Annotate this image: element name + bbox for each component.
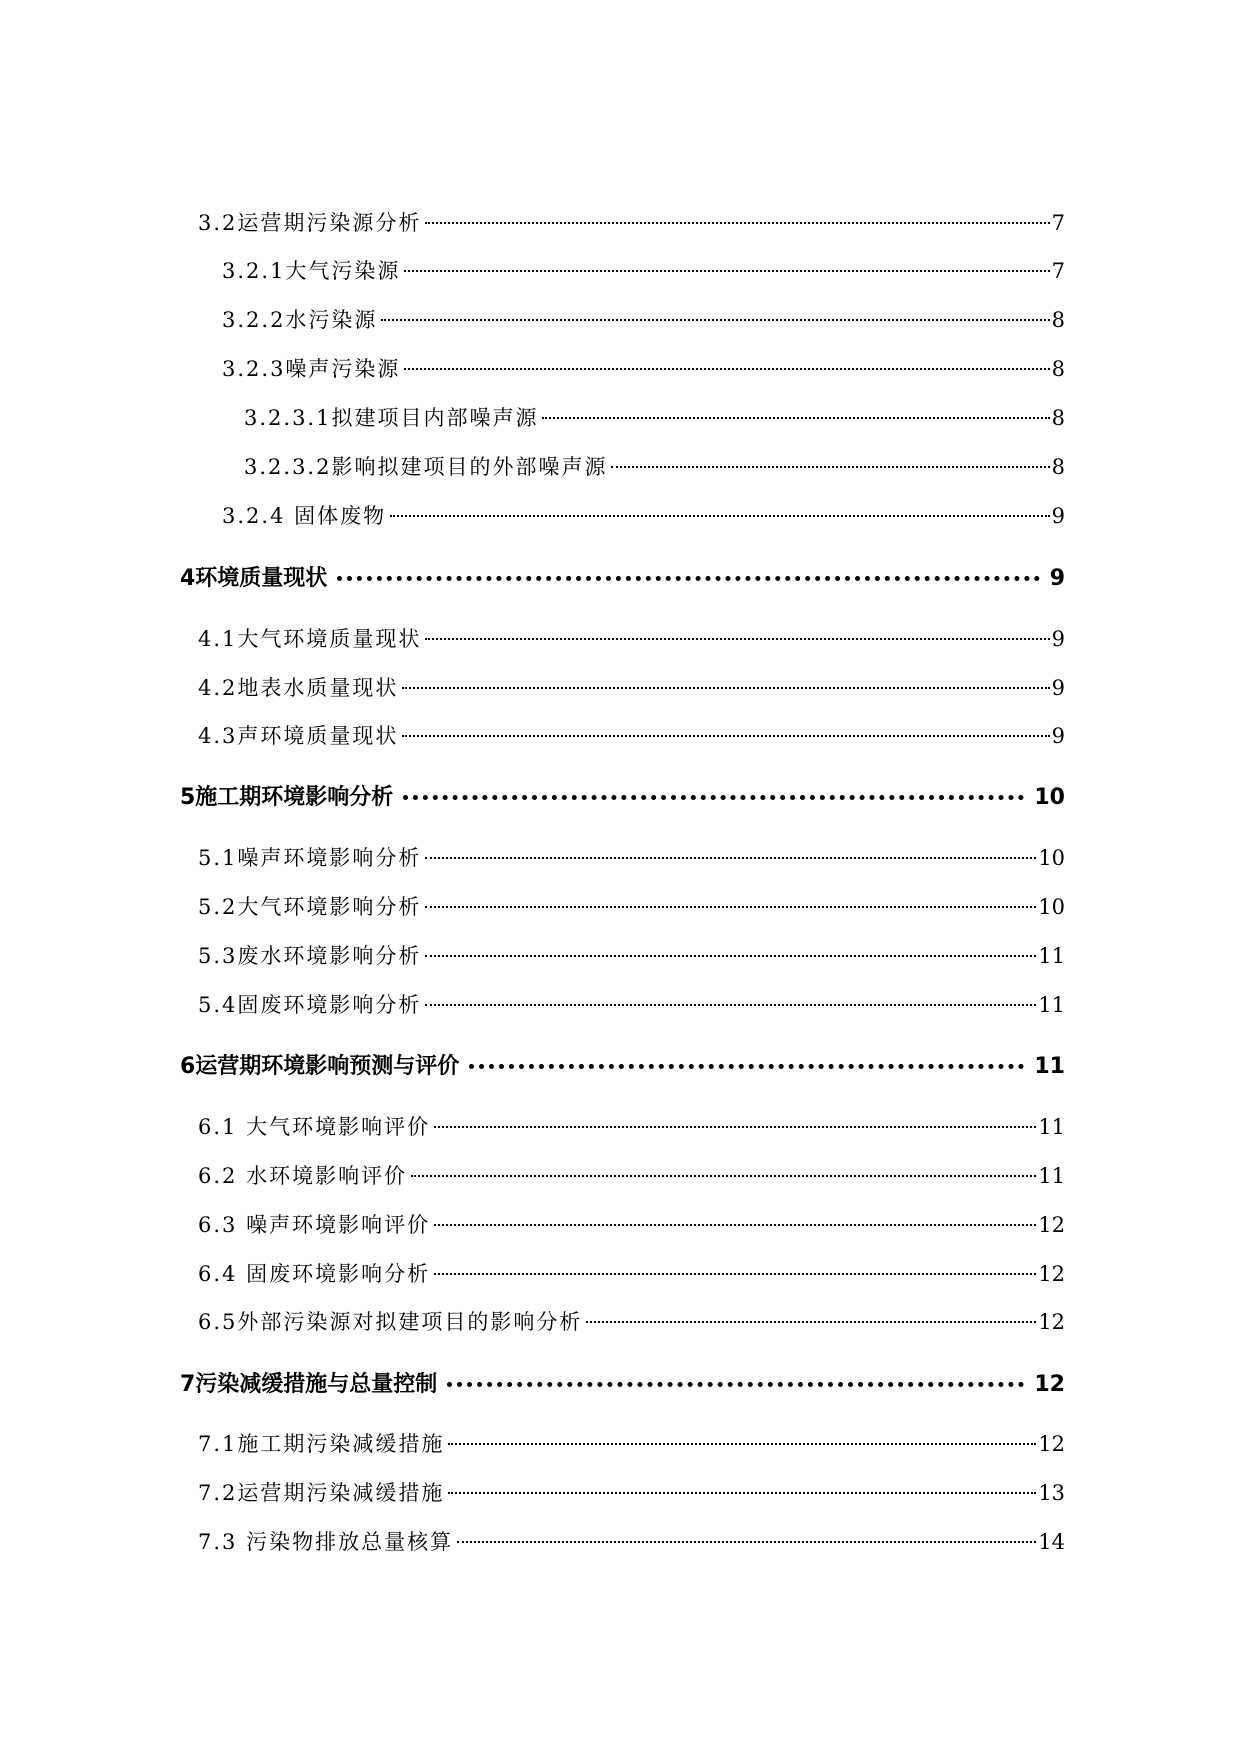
toc-entry-label: 4.3声环境质量现状	[198, 724, 399, 748]
toc-entry-label: 4.1大气环境质量现状	[198, 627, 422, 651]
toc-entry-page: 12	[1038, 1262, 1065, 1286]
dot-leader	[337, 575, 1039, 581]
toc-entry-page: 13	[1038, 1481, 1065, 1505]
toc-entry-page: 7	[1051, 259, 1065, 283]
toc-chapter-page: 10	[1034, 785, 1065, 810]
toc-chapter-label: 4环境质量现状	[180, 566, 328, 591]
dot-leader	[448, 1491, 1036, 1494]
toc-entry-3-2-3[interactable]	[222, 354, 1065, 384]
toc-entry-label: 3.2.2水污染源	[222, 308, 378, 332]
dot-leader	[402, 734, 1049, 737]
dot-leader	[586, 1320, 1036, 1323]
toc-entry-3-2-3-1[interactable]	[244, 403, 1065, 433]
toc-chapter-7[interactable]	[180, 1369, 1065, 1401]
dot-leader	[469, 1063, 1024, 1069]
dot-leader	[542, 416, 1049, 419]
dot-leader	[381, 318, 1049, 321]
dot-leader	[434, 1125, 1036, 1128]
toc-entry-page: 11	[1038, 993, 1065, 1017]
toc-entry-page: 11	[1038, 1115, 1065, 1139]
toc-entry-5-4[interactable]	[198, 990, 1065, 1020]
toc-entry-4-2[interactable]	[198, 673, 1065, 703]
toc-entry-7-2[interactable]	[198, 1478, 1065, 1508]
dot-leader	[425, 1003, 1036, 1006]
dot-leader	[457, 1540, 1036, 1543]
toc-entry-6-4[interactable]	[198, 1259, 1065, 1289]
toc-chapter-label: 6运营期环境影响预测与评价	[180, 1054, 460, 1079]
toc-entry-label: 6.3 噪声环境影响评价	[198, 1213, 431, 1237]
dot-leader	[411, 1174, 1036, 1177]
toc-entry-6-1[interactable]	[198, 1112, 1065, 1142]
toc-chapter-6[interactable]	[180, 1051, 1065, 1083]
dot-leader	[434, 1272, 1036, 1275]
toc-entry-7-3[interactable]	[198, 1527, 1065, 1557]
toc-chapter-page: 11	[1034, 1054, 1065, 1079]
toc-entry-label: 7.2运营期污染减缓措施	[198, 1481, 445, 1505]
toc-entry-label: 5.2大气环境影响分析	[198, 895, 422, 919]
dot-leader	[404, 367, 1049, 370]
toc-entry-label: 6.1 大气环境影响评价	[198, 1115, 431, 1139]
toc-entry-5-3[interactable]	[198, 941, 1065, 971]
toc-entry-page: 8	[1051, 455, 1065, 479]
toc-entry-label: 3.2.3噪声污染源	[222, 357, 401, 381]
toc-entry-5-2[interactable]	[198, 892, 1065, 922]
dot-leader	[425, 856, 1036, 859]
toc-entry-4-3[interactable]	[198, 721, 1065, 751]
toc-entry-page: 11	[1038, 944, 1065, 968]
dot-leader	[402, 686, 1049, 689]
toc-entry-label: 3.2.4 固体废物	[222, 504, 387, 528]
toc-entry-label: 4.2地表水质量现状	[198, 676, 399, 700]
dot-leader	[390, 514, 1050, 517]
toc-entry-label: 5.1噪声环境影响分析	[198, 846, 422, 870]
dot-leader	[425, 954, 1036, 957]
toc-entry-3-2-4[interactable]	[222, 501, 1065, 531]
toc-entry-3-2-2[interactable]	[222, 305, 1065, 335]
toc-entry-label: 7.1施工期污染减缓措施	[198, 1432, 445, 1456]
toc-entry-label: 5.4固废环境影响分析	[198, 993, 422, 1017]
toc-entry-6-3[interactable]	[198, 1210, 1065, 1240]
toc-entry-page: 10	[1038, 895, 1065, 919]
toc-entry-label: 3.2.3.2影响拟建项目的外部噪声源	[244, 455, 608, 479]
toc-chapter-label: 7污染减缓措施与总量控制	[180, 1372, 438, 1397]
toc-entry-label: 3.2.3.1拟建项目内部噪声源	[244, 406, 539, 430]
toc-chapter-page: 12	[1034, 1372, 1065, 1397]
dot-leader	[425, 221, 1049, 224]
toc-entry-label: 6.2 水环境影响评价	[198, 1164, 408, 1188]
dot-leader	[425, 905, 1036, 908]
toc-entry-page: 12	[1038, 1432, 1065, 1456]
dot-leader	[448, 1442, 1036, 1445]
toc-entry-4-1[interactable]	[198, 624, 1065, 654]
toc-entry-3-2[interactable]	[198, 208, 1065, 238]
toc-entry-6-5[interactable]	[198, 1307, 1065, 1337]
toc-chapter-5[interactable]	[180, 782, 1065, 814]
dot-leader	[403, 794, 1024, 800]
toc-entry-page: 9	[1051, 627, 1065, 651]
toc-entry-label: 6.4 固废环境影响分析	[198, 1262, 431, 1286]
toc-entry-6-2[interactable]	[198, 1161, 1065, 1191]
toc-entry-page: 12	[1038, 1213, 1065, 1237]
toc-entry-page: 8	[1051, 406, 1065, 430]
toc-entry-5-1[interactable]	[198, 843, 1065, 873]
toc-chapter-page: 9	[1049, 566, 1065, 591]
toc-entry-label: 3.2运营期污染源分析	[198, 211, 422, 235]
toc-entry-page: 11	[1038, 1164, 1065, 1188]
toc-entry-label: 5.3废水环境影响分析	[198, 944, 422, 968]
toc-entry-page: 10	[1038, 846, 1065, 870]
toc-entry-page: 12	[1038, 1310, 1065, 1334]
toc-entry-page: 8	[1051, 308, 1065, 332]
toc-entry-label: 3.2.1大气污染源	[222, 259, 401, 283]
toc-entry-label: 7.3 污染物排放总量核算	[198, 1530, 454, 1554]
dot-leader	[434, 1223, 1036, 1226]
toc-entry-3-2-1[interactable]	[222, 256, 1065, 286]
toc-entry-page: 8	[1051, 357, 1065, 381]
dot-leader	[425, 637, 1049, 640]
toc-entry-page: 7	[1051, 211, 1065, 235]
toc-entry-page: 9	[1051, 504, 1065, 528]
toc-entry-page: 9	[1051, 676, 1065, 700]
dot-leader	[447, 1381, 1024, 1387]
toc-entry-3-2-3-2[interactable]	[244, 452, 1065, 482]
toc-entry-page: 9	[1051, 724, 1065, 748]
dot-leader	[611, 465, 1049, 468]
toc-entry-7-1[interactable]	[198, 1429, 1065, 1459]
toc-entry-page: 14	[1038, 1530, 1065, 1554]
dot-leader	[404, 269, 1049, 272]
toc-entry-label: 6.5外部污染源对拟建项目的影响分析	[198, 1310, 583, 1334]
toc-chapter-4[interactable]	[180, 563, 1065, 595]
toc-chapter-label: 5施工期环境影响分析	[180, 785, 394, 810]
